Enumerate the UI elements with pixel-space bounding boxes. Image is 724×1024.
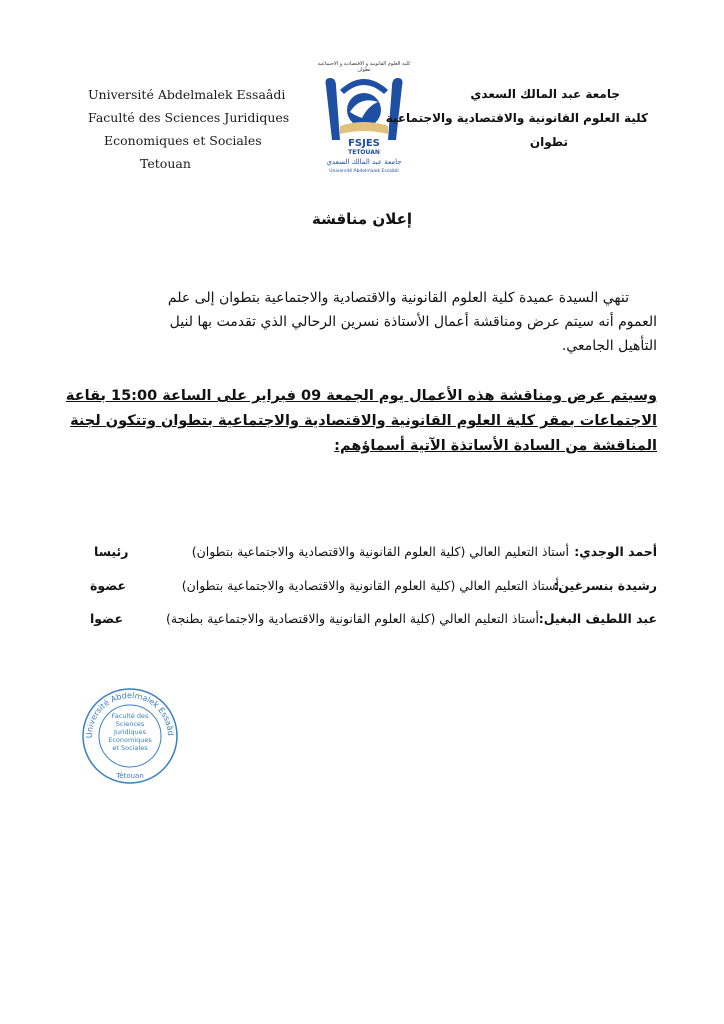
- member-description: أستاذ التعليم العالي (كلية العلوم القانونية والاقتصادية والاجتماعية بطنجة): [166, 611, 539, 626]
- intro-line-2: العموم أنه سيتم عرض ومناقشة أعمال الأستاذة نسرين الرحالي الذي تقدمت بها لنيل: [169, 314, 657, 330]
- member-description: أستاذ التعليم العالي (كلية العلوم القانونية والاقتصادية والاجتماعية بتطوان): [191, 544, 569, 559]
- member-role: رئيسا: [94, 544, 129, 559]
- logo-latin-name: Université Abdelmalek Essaâdi: [329, 169, 399, 174]
- logo-city: TETOUAN: [348, 149, 380, 156]
- header-arabic-block: [385, 82, 648, 154]
- stamp-inner-line-3: Juridiques: [113, 728, 147, 736]
- city-ar: تطوان: [529, 135, 568, 149]
- intro-paragraph: [72, 286, 657, 358]
- faculty-name-ar: كلية العلوم القانونية والاقتصادية والاجتماعية: [385, 111, 648, 125]
- document-title: إعلان مناقشة: [311, 210, 413, 228]
- logo-top-text2: تطوان: [357, 67, 371, 73]
- stamp-inner-line-5: et Sociales: [112, 744, 148, 752]
- faculty-name-fr-line1: Faculté des Sciences Juridiques: [88, 110, 290, 125]
- member-role: عضوا: [90, 611, 123, 626]
- logo-left-column: [326, 78, 341, 140]
- university-name-fr: Université Abdelmalek Essaâdi: [88, 87, 286, 102]
- faculty-name-fr-line2: Economiques et Sociales: [104, 133, 262, 148]
- member-description: أستاذ التعليم العالي (كلية العلوم القانونية والاقتصادية والاجتماعية بتطوان): [181, 578, 559, 593]
- member-name: عبد اللطيف البغيل:: [538, 611, 657, 626]
- intro-line-3: التأهيل الجامعي.: [561, 338, 657, 354]
- logo-top-text: كلية العلوم القانونية و الاقتصادية و الاجتماعية: [317, 61, 411, 67]
- schedule-line-3: المناقشة من السادة الأساتذة الآتية أسماؤهم:: [334, 438, 657, 454]
- stamp-bottom-text: Tétouan: [116, 772, 144, 780]
- university-name-ar: جامعة عبد المالك السعدي: [470, 87, 620, 101]
- logo-acronym: FSJES: [348, 138, 380, 149]
- header-french-block: [88, 83, 288, 175]
- schedule-line-2: الاجتماعات بمقر كلية العلوم القانونية والاقتصادية والاجتماعية بتطوان وتتكون لجنة: [70, 413, 657, 429]
- stamp-inner-line-4: Economiques: [108, 736, 152, 744]
- logo-arch: [340, 79, 388, 94]
- schedule-line-1: وسيتم عرض ومناقشة هذه الأعمال يوم الجمعة 09 فبراير على الساعة 15:00 بقاعة: [65, 388, 657, 404]
- committee-member: [80, 544, 657, 566]
- member-role: عضوة: [90, 578, 127, 593]
- faculty-stamp: [80, 686, 180, 786]
- committee-member: [80, 611, 657, 633]
- committee-member: [80, 578, 657, 600]
- logo-arabic-name: جامعة عبد المالك السعدي: [326, 158, 402, 166]
- intro-line-1: تنهي السيدة عميدة كلية العلوم القانونية والاقتصادية والاجتماعية بتطوان إلى علم: [167, 290, 629, 306]
- stamp-inner-line-1: Faculté des: [111, 712, 149, 720]
- logo-sand: [340, 122, 388, 134]
- stamp-inner-line-2: Sciences: [115, 720, 145, 728]
- member-name: أحمد الوجدي:: [574, 544, 657, 559]
- schedule-paragraph: [65, 384, 657, 459]
- stamp-ring-text: Université Abdelmalek Essaâd: [84, 690, 176, 739]
- city-fr: Tetouan: [140, 156, 191, 171]
- member-name: رشيدة بنسرغين:: [553, 578, 657, 593]
